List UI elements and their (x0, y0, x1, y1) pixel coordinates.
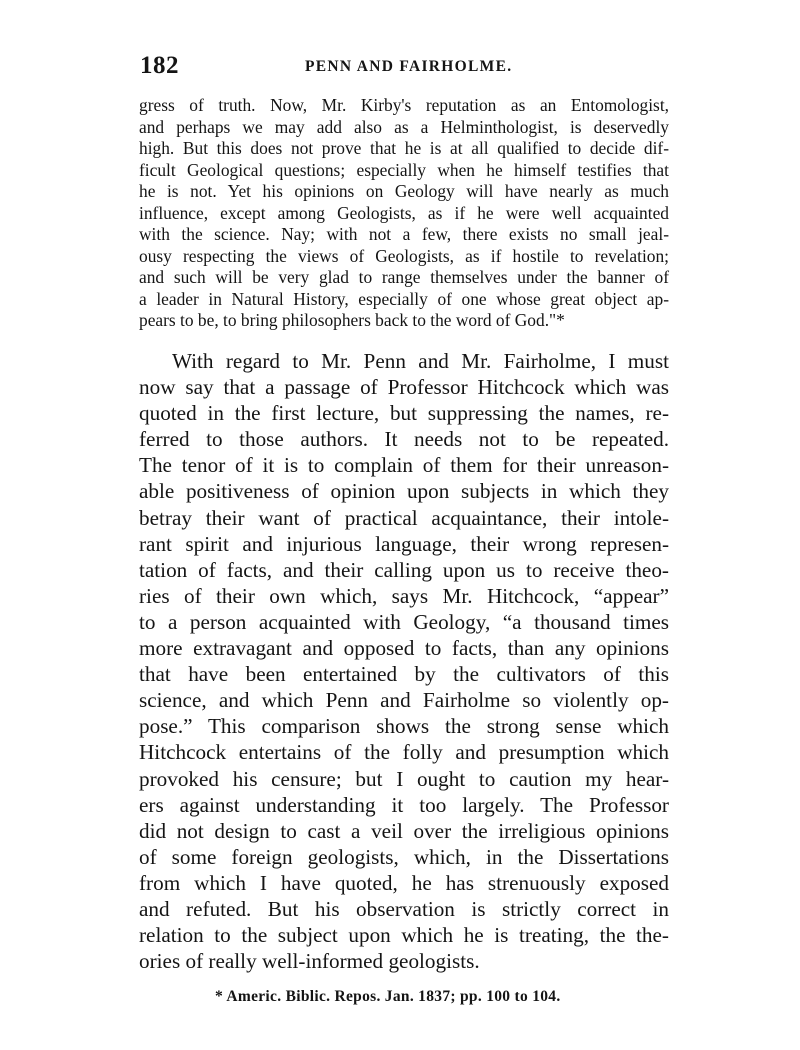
body-line: betray their want of practical acquaintance, their intole- (139, 505, 669, 530)
body-line: provoked his censure; but I ought to caution my hear- (139, 766, 669, 791)
body-line: more extravagant and opposed to facts, than any opinions (139, 636, 669, 661)
body-line: ferred to those authors. It needs not to be repeated. (139, 427, 669, 452)
running-head: PENN AND FAIRHOLME. (305, 58, 513, 75)
body-line: With regard to Mr. Penn and Mr. Fairholme, I must (172, 349, 669, 373)
quote-line: influence, except among Geologists, as if he were well acquainted (139, 202, 669, 223)
body-line: ers against understanding it too largely. The Professor (139, 792, 669, 817)
quote-line: a leader in Natural History, especially of one whose great object ap- (139, 288, 669, 309)
body-line: tation of facts, and their calling upon us to receive theo- (139, 557, 669, 582)
footnote: * Americ. Biblic. Repos. Jan. 1837; pp. 100 to 104. (215, 988, 561, 1005)
quote-line: and such will be very glad to range themselves under the banner of (139, 267, 669, 287)
body-line: science, and which Penn and Fairholme so violently op- (139, 688, 669, 713)
quoted-passage (139, 95, 669, 332)
body-line: pose.” This comparison shows the strong sense which (139, 714, 669, 739)
quote-line: with the science. Nay; with not a few, there exists no small jeal- (139, 224, 669, 244)
quote-line: pears to be, to bring philosophers back to the word of God."* (139, 310, 565, 330)
body-line: from which I have quoted, he has strenuously exposed (139, 870, 669, 895)
body-line: ories of really well-informed geologists. (139, 949, 480, 974)
body-line: of some foreign geologists, which, in the Dissertations (139, 844, 669, 869)
body-line: rant spirit and injurious language, their wrong represen- (139, 531, 669, 556)
quote-line: ficult Geological questions; especially when he himself testifies that (139, 159, 669, 180)
page-header (140, 52, 670, 84)
body-line: that have been entertained by the cultivators of this (139, 662, 669, 687)
body-line: now say that a passage of Professor Hitchcock which was (139, 375, 669, 400)
quote-line: high. But this does not prove that he is at all qualified to decide dif- (139, 138, 669, 158)
quote-line: he is not. Yet his opinions on Geology will have nearly as much (139, 181, 669, 201)
body-line: quoted in the first lecture, but suppressing the names, re- (139, 401, 669, 426)
quote-line: ousy respecting the views of Geologists, as if hostile to revelation; (139, 245, 669, 266)
body-line: able positiveness of opinion upon subjects in which they (139, 479, 669, 504)
body-line: ries of their own which, says Mr. Hitchcock, “appear” (139, 583, 669, 608)
body-line: did not design to cast a veil over the irreligious opinions (139, 818, 669, 843)
body-line: relation to the subject upon which he is treating, the the- (139, 923, 669, 948)
body-paragraph (139, 348, 669, 974)
body-line: to a person acquainted with Geology, “a thousand times (139, 609, 669, 634)
quote-line: and perhaps we may add also as a Helminthologist, is deservedly (139, 116, 669, 137)
quote-line: gress of truth. Now, Mr. Kirby's reputation as an Entomologist, (139, 95, 669, 115)
body-line: and refuted. But his observation is strictly correct in (139, 896, 669, 921)
body-line: Hitchcock entertains of the folly and presumption which (139, 740, 669, 765)
body-line: The tenor of it is to complain of them for their unreason- (139, 453, 669, 478)
page-number: 182 (140, 52, 179, 79)
